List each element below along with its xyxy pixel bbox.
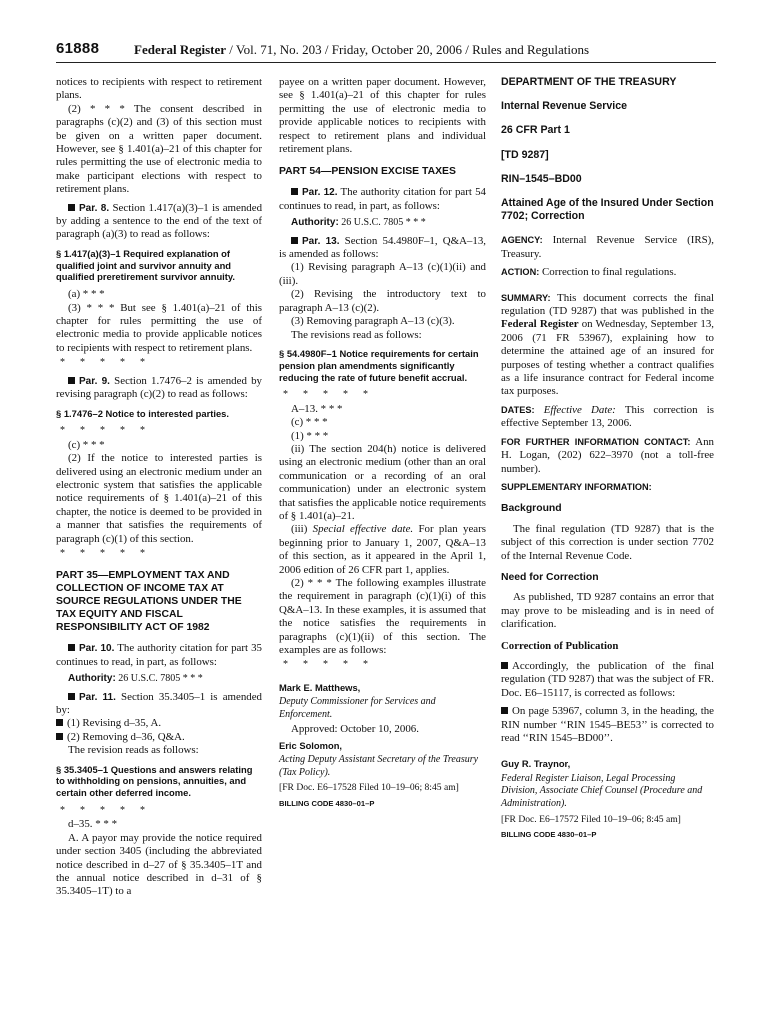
paragraph: The revision reads as follows: <box>68 744 199 757</box>
paragraph: (c) * * * <box>291 416 328 429</box>
square-bullet-icon <box>56 719 63 726</box>
paragraph: (c) * * * <box>68 438 105 451</box>
signer-title: Deputy Commissioner for Services and Enforcement. <box>279 696 436 720</box>
ellipsis-stars: * * * * * <box>283 389 368 401</box>
square-bullet-icon <box>68 644 75 651</box>
billing-code: BILLING CODE 4830–01–P <box>279 798 375 808</box>
td-number: [TD 9287] <box>501 148 549 161</box>
paragraph: payee on a written paper document. However, see § 1.401(a)–21 of this chapter for rules permitting the use of electronic media to provide applicable notices to recipients with respect to retirement plans and individual retirement plans. <box>279 76 486 156</box>
signer-title: Acting Deputy Assistant Secretary of the Treasury (Tax Policy). <box>279 754 479 778</box>
fr-doc-line: [FR Doc. E6–17528 Filed 10–19–06; 8:45 am] <box>279 782 459 794</box>
paragraph: notices to recipients with respect to retirement plans. <box>56 76 262 102</box>
section-heading: § 1.7476–2 Notice to interested parties. <box>56 407 229 419</box>
paragraph: (2) * * * The consent described in paragraphs (c)(2) and (3) of this section must be given on a written paper document. However, see § 1.401(a)–21 of this chapter for rules permitting the use of electronic media to make participant elections with respect to retirement plans. <box>56 102 262 196</box>
correction-item: On page 53967, column 3, in the heading, the RIN number ‘‘RIN 1545–BE53’’ is corrected to read ‘‘RIN 1545–BD00’’. <box>501 705 714 745</box>
supplementary-label: SUPPLEMENTARY INFORMATION: <box>501 481 652 492</box>
action-line: ACTION: Correction to final regulations. <box>501 266 677 279</box>
paragraph: (1) * * * <box>291 429 329 442</box>
square-bullet-icon <box>501 662 508 669</box>
issue-info: / Vol. 71, No. 203 / Friday, October 20, 2006 / Rules and Regulations <box>226 42 590 57</box>
amendatory-instruction: Par. 12. The authority citation for part 54 continues to read, in part, as follows: <box>279 186 486 212</box>
column-3 <box>501 76 714 841</box>
correction-item: Accordingly, the publication of the final regulation (TD 9287) that was the subject of FR. Doc. E6–15117, is corrected as follows: <box>501 659 714 699</box>
subheading: Background <box>501 503 562 515</box>
authority-citation: Authority: 26 U.S.C. 7805 * * * <box>291 217 426 229</box>
agency-line: AGENCY: Internal Revenue Service (IRS), Treasury. <box>501 234 714 260</box>
square-bullet-icon <box>501 707 508 714</box>
agency-heading: Internal Revenue Service <box>501 100 628 113</box>
paragraph: (3) Removing paragraph A–13 (c)(3). <box>291 315 455 328</box>
part-heading: PART 54—PENSION EXCISE TAXES <box>279 166 456 178</box>
part-heading: PART 35—EMPLOYMENT TAX AND COLLECTION OF INCOME TAX AT SOURCE REGULATIONS UNDER THE TAX EQUITY AND FISCAL RESPONSIBILITY ACT OF 1982 <box>56 570 242 634</box>
dates-paragraph: DATES: Effective Date: This correction is effective September 13, 2006. <box>501 403 714 430</box>
section-heading: § 35.3405–1 Questions and answers relating to withholding on pensions, annuities, and certain other deferred income. <box>56 763 253 799</box>
square-bullet-icon <box>291 237 298 244</box>
page-number: 61888 <box>56 40 100 57</box>
paragraph: (ii) The section 204(h) notice is delivered using an electronic medium (other than an oral communication or a recording of an oral communication) under an electronic system that satisfies the applicable notice requirements of § 1.401(a)–21. <box>279 442 486 522</box>
billing-code: BILLING CODE 4830–01–P <box>501 830 597 840</box>
ellipsis-stars: * * * * * <box>60 805 145 817</box>
running-head <box>134 42 589 58</box>
signer-name: Guy R. Traynor, <box>501 758 571 770</box>
subheading: Need for Correction <box>501 571 599 583</box>
contact-paragraph: FOR FURTHER INFORMATION CONTACT: Ann H. Logan, (202) 622–3970 (not a toll-free number). <box>501 435 714 475</box>
amendatory-instruction: Par. 10. The authority citation for part 35 continues to read, in part, as follows: <box>56 642 262 668</box>
rin-number: RIN–1545–BD00 <box>501 172 582 185</box>
amendatory-instruction: Par. 11. Section 35.3405–1 is amended by: <box>56 690 262 716</box>
square-bullet-icon <box>68 204 75 211</box>
ellipsis-stars: * * * * * <box>60 547 145 559</box>
paragraph: d–35. * * * <box>68 818 118 831</box>
section-heading: § 54.4980F–1 Notice requirements for certain pension plan amendments significantly reducing the rate of future benefit accrual. <box>279 347 479 383</box>
document-title: Attained Age of the Insured Under Section 7702; Correction <box>501 197 714 223</box>
signer-name: Mark E. Matthews, <box>279 681 361 693</box>
list-item: (2) Removing d–36, Q&A. <box>56 731 262 744</box>
ellipsis-stars: * * * * * <box>283 659 368 671</box>
subheading: Correction of Publication <box>501 639 619 652</box>
paragraph: A. A payor may provide the notice required under section 3405 (including the abbreviated notice described in d–27 of § 35.3405–1T and the annual notice described in d–31 of § 35.3405–1T) to a <box>56 831 262 898</box>
summary-paragraph: SUMMARY: This document corrects the final regulation (TD 9287) that was published in the Federal Register on Wednesday, September 13, 2006 (71 FR 53967), explaining how to determine the attained age of an insured for purposes of testing whether a contract qualifies as a life insurance contract for Federal income tax purposes. <box>501 291 714 398</box>
fr-doc-line: [FR Doc. E6–17572 Filed 10–19–06; 8:45 am] <box>501 813 681 825</box>
square-bullet-icon <box>56 733 63 740</box>
amendatory-instruction: Par. 13. Section 54.4980F–1, Q&A–13, is amended as follows: <box>279 234 486 261</box>
ellipsis-stars: * * * * * <box>60 425 145 437</box>
approval-date: Approved: October 10, 2006. <box>291 723 419 736</box>
paragraph: A–13. * * * <box>291 402 343 415</box>
column-2 <box>279 76 486 810</box>
paragraph: (2) * * * The following examples illustrate the requirement in paragraph (c)(1)(i) of this Q&A–13. In these examples, it is assumed that the notice satisfies the requirements in paragraphs (c)(1)(ii) of this section. The examples are as follows: <box>279 576 486 657</box>
amendatory-instruction: Par. 9. Section 1.7476–2 is amended by revising paragraph (c)(2) to read as follows: <box>56 374 262 401</box>
ellipsis-stars: * * * * * <box>60 357 145 369</box>
paragraph: (2) Revising the introductory text to paragraph A–13 (c)(2). <box>279 288 486 314</box>
cfr-heading: 26 CFR Part 1 <box>501 124 570 137</box>
authority-citation: Authority: 26 U.S.C. 7805 * * * <box>68 673 203 685</box>
paragraph: As published, TD 9287 contains an error that may prove to be misleading and is in need of clarification. <box>501 591 714 631</box>
signer-title: Federal Register Liaison, Legal Processing Division, Associate Chief Counsel (Procedure and Administration). <box>501 772 703 810</box>
paragraph: The revisions read as follows: <box>291 328 422 341</box>
paragraph: (1) Revising paragraph A–13 (c)(1)(ii) and (iii). <box>279 261 486 287</box>
section-heading: § 1.417(a)(3)–1 Required explanation of qualified joint and survivor annuity and qualified preretirement survivor annuity. <box>56 247 236 283</box>
signer-name: Eric Solomon, <box>279 739 343 751</box>
square-bullet-icon <box>68 377 75 384</box>
square-bullet-icon <box>291 188 298 195</box>
department-heading: DEPARTMENT OF THE TREASURY <box>501 76 677 88</box>
amendatory-instruction: Par. 8. Section 1.417(a)(3)–1 is amended by adding a sentence to the end of the text of paragraph (a)(3) to read as follows: <box>56 201 263 241</box>
publication-name: Federal Register <box>134 42 227 57</box>
paragraph: (2) If the notice to interested parties is delivered using an electronic medium under an electronic system that satisfies the applicable notice requirements of § 1.401(a)–21 of this chapter, the notice is deemed to be provided in a manner that satisfies the requirements of paragraph (c)(1) of this section. <box>56 452 262 545</box>
page-header <box>56 40 716 63</box>
paragraph: (iii) Special effective date. For plan years beginning prior to January 1, 2007, Q&A–13 of this section, as it appeared in the April 1, 2006 edition of 26 CFR part 1, applies. <box>279 523 486 576</box>
paragraph: The final regulation (TD 9287) that is the subject of this correction is under section 7702 of the Internal Revenue Code. <box>501 522 714 562</box>
paragraph: (3) * * * But see § 1.401(a)–21 of this chapter for rules permitting the use of electronic media to provide applicable notices to recipients with respect to retirement plans. <box>56 301 262 354</box>
square-bullet-icon <box>68 693 75 700</box>
paragraph: (a) * * * <box>68 288 105 301</box>
column-1 <box>56 76 262 899</box>
list-item: (1) Revising d–35, A. <box>56 717 262 730</box>
